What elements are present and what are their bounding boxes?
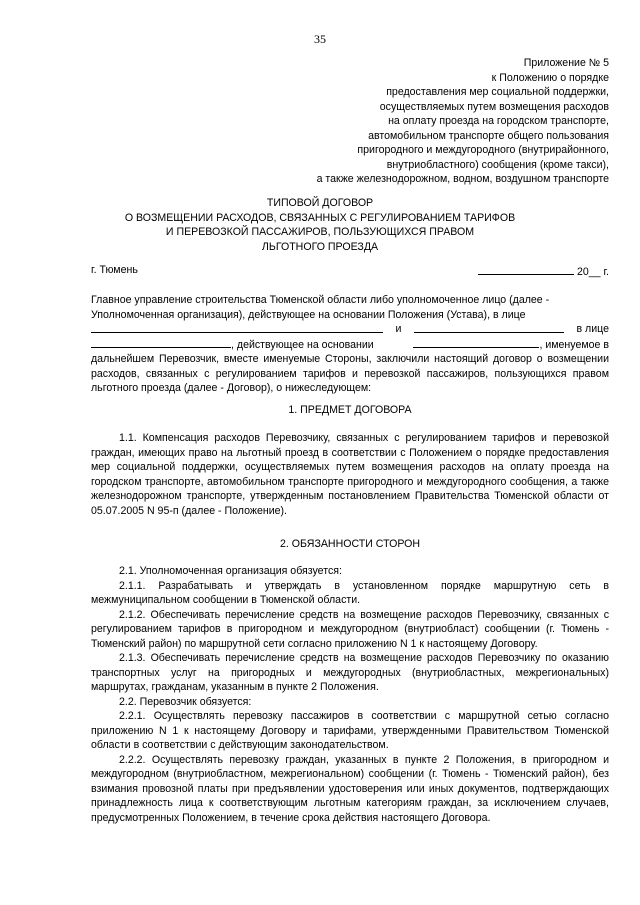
paragraph: 2.1.2. Обеспечивать перечисление средств на возмещение расходов Перевозчику, связанных с регулированием тарифов в пригородном и междугородном (внутриобласт) сообщении (г. Тюмень - Тюменский район) по маршрутной сети согласно приложению N 1 к настоящему Договору. (91, 608, 609, 650)
appendix-line: Приложение № 5 (523, 57, 609, 69)
paragraph: 2.2.1. Осуществлять перевозку пассажиров в соответствии с маршрутной сетью согласно приложению N 1 к настоящему Договору и тарифами, утвержденными Правительством Тюменской области в соответствии с действующим законодательством. (91, 710, 609, 751)
city: г. Тюмень (91, 264, 138, 276)
paragraph: 1.1. Компенсация расходов Перевозчику, связанных с регулированием тарифов и перевозкой граждан, имеющих право на льготный проезд в соответствии с Положением о порядке предоставления мер социальной поддержки, осуществляемых путем возмещения расходов на оплату проезда на городском транспорте, автомобильном транспорте пригородного и междугородного сообщения, а также железнодорожном транспорте, утвержденным постановлением Правительства Тюменской области от 05.07.2005 N 95-п (далее - Положение). (91, 432, 609, 517)
basis-blank (413, 337, 539, 348)
document-title (60, 196, 580, 254)
appendix-line: осуществляемых путем возмещения расходов (379, 100, 609, 113)
preamble-named: , именуемое в (539, 338, 609, 351)
appendix-line: к Положению о порядке (491, 71, 609, 84)
page-number: 35 (314, 32, 326, 46)
appendix-line: автомобильном транспорте общего пользования (368, 129, 609, 142)
preamble-in-person: в лице (576, 323, 609, 335)
title-line: ЛЬГОТНОГО ПРОЕЗДА (261, 240, 379, 253)
appendix-header (317, 56, 609, 187)
paragraph: 2.2. Перевозчик обязуется: (119, 695, 252, 708)
title-line: И ПЕРЕВОЗКОЙ ПАССАЖИРОВ, ПОЛЬЗУЮЩИХСЯ ПРАВОМ (165, 226, 475, 238)
appendix-line: а также железнодорожном, водном, воздушном транспорте (316, 173, 609, 185)
title-line: О ВОЗМЕЩЕНИИ РАСХОДОВ, СВЯЗАННЫХ С РЕГУЛИРОВАНИЕМ ТАРИФОВ (124, 211, 516, 224)
appendix-line: внутриобластного) сообщения (кроме такси), (386, 158, 609, 171)
paragraph: 2.1. Уполномоченная организация обязуется: (119, 565, 342, 577)
preamble-line: Главное управление строительства Тюменской области либо уполномоченное лицо (далее - (91, 294, 550, 306)
date-year: 20__ г. (576, 266, 609, 278)
preamble (91, 293, 609, 396)
paragraph: 2.1.3. Обеспечивать перечисление средств на возмещение расходов Перевозчику по оказанию транспортных услуг на пригородных и междугородных (внутриобластных, межрегиональных) маршрутах, гражданам, указанным в пункте 2 Положения. (91, 652, 609, 693)
title-line: ТИПОВОЙ ДОГОВОР (266, 197, 374, 209)
paragraph: 2.2.2. Осуществлять перевозку граждан, указанных в пункте 2 Положения, в пригородном и междугородном (внутриобластном, межрегиональном) сообщении (г. Тюмень - Тюменский район), без взимания провозной платы при предъявлении удостоверения или иных документов, подтверждающих принадлежность лица к соответствующим льготным категориям граждан, за исключением случаев, предусмотренных Положением, в течение срока действия настоящего Договора. (91, 753, 609, 824)
paragraph: 2.1.1. Разрабатывать и утверждать в установленном порядке маршрутную сеть в межмуниципальном сообщении в Тюменской области. (91, 579, 609, 606)
date-line (478, 264, 609, 278)
preamble-line: Уполномоченная организация), действующее на основании Положения (Устава), в лице (91, 308, 526, 321)
name-blank (91, 322, 383, 333)
date-blank (478, 264, 574, 275)
section-2 (91, 564, 609, 825)
section-1 (91, 431, 609, 518)
preamble-and: и (395, 323, 402, 335)
appendix-line: пригородного и междугородного (внутрирайонного, (357, 144, 609, 156)
section-heading: 2. ОБЯЗАННОСТИ СТОРОН (279, 538, 421, 550)
section-heading: 1. ПРЕДМЕТ ДОГОВОРА (288, 404, 412, 416)
appendix-line: предоставления мер социальной поддержки, (386, 86, 609, 98)
appendix-line: на оплату проезда на городском транспорте, (388, 115, 609, 127)
preamble-acting: , действующее на основании (231, 338, 374, 351)
preamble-text: дальнейшем Перевозчик, вместе именуемые Стороны, заключили настоящий договор о возмещении расходов, связанных с регулированием тарифов и перевозкой пассажиров, пользующихся правом льготного проезда (далее - Договор), о нижеследующем: (91, 353, 609, 394)
name-blank (91, 337, 231, 348)
name-blank (414, 322, 564, 333)
